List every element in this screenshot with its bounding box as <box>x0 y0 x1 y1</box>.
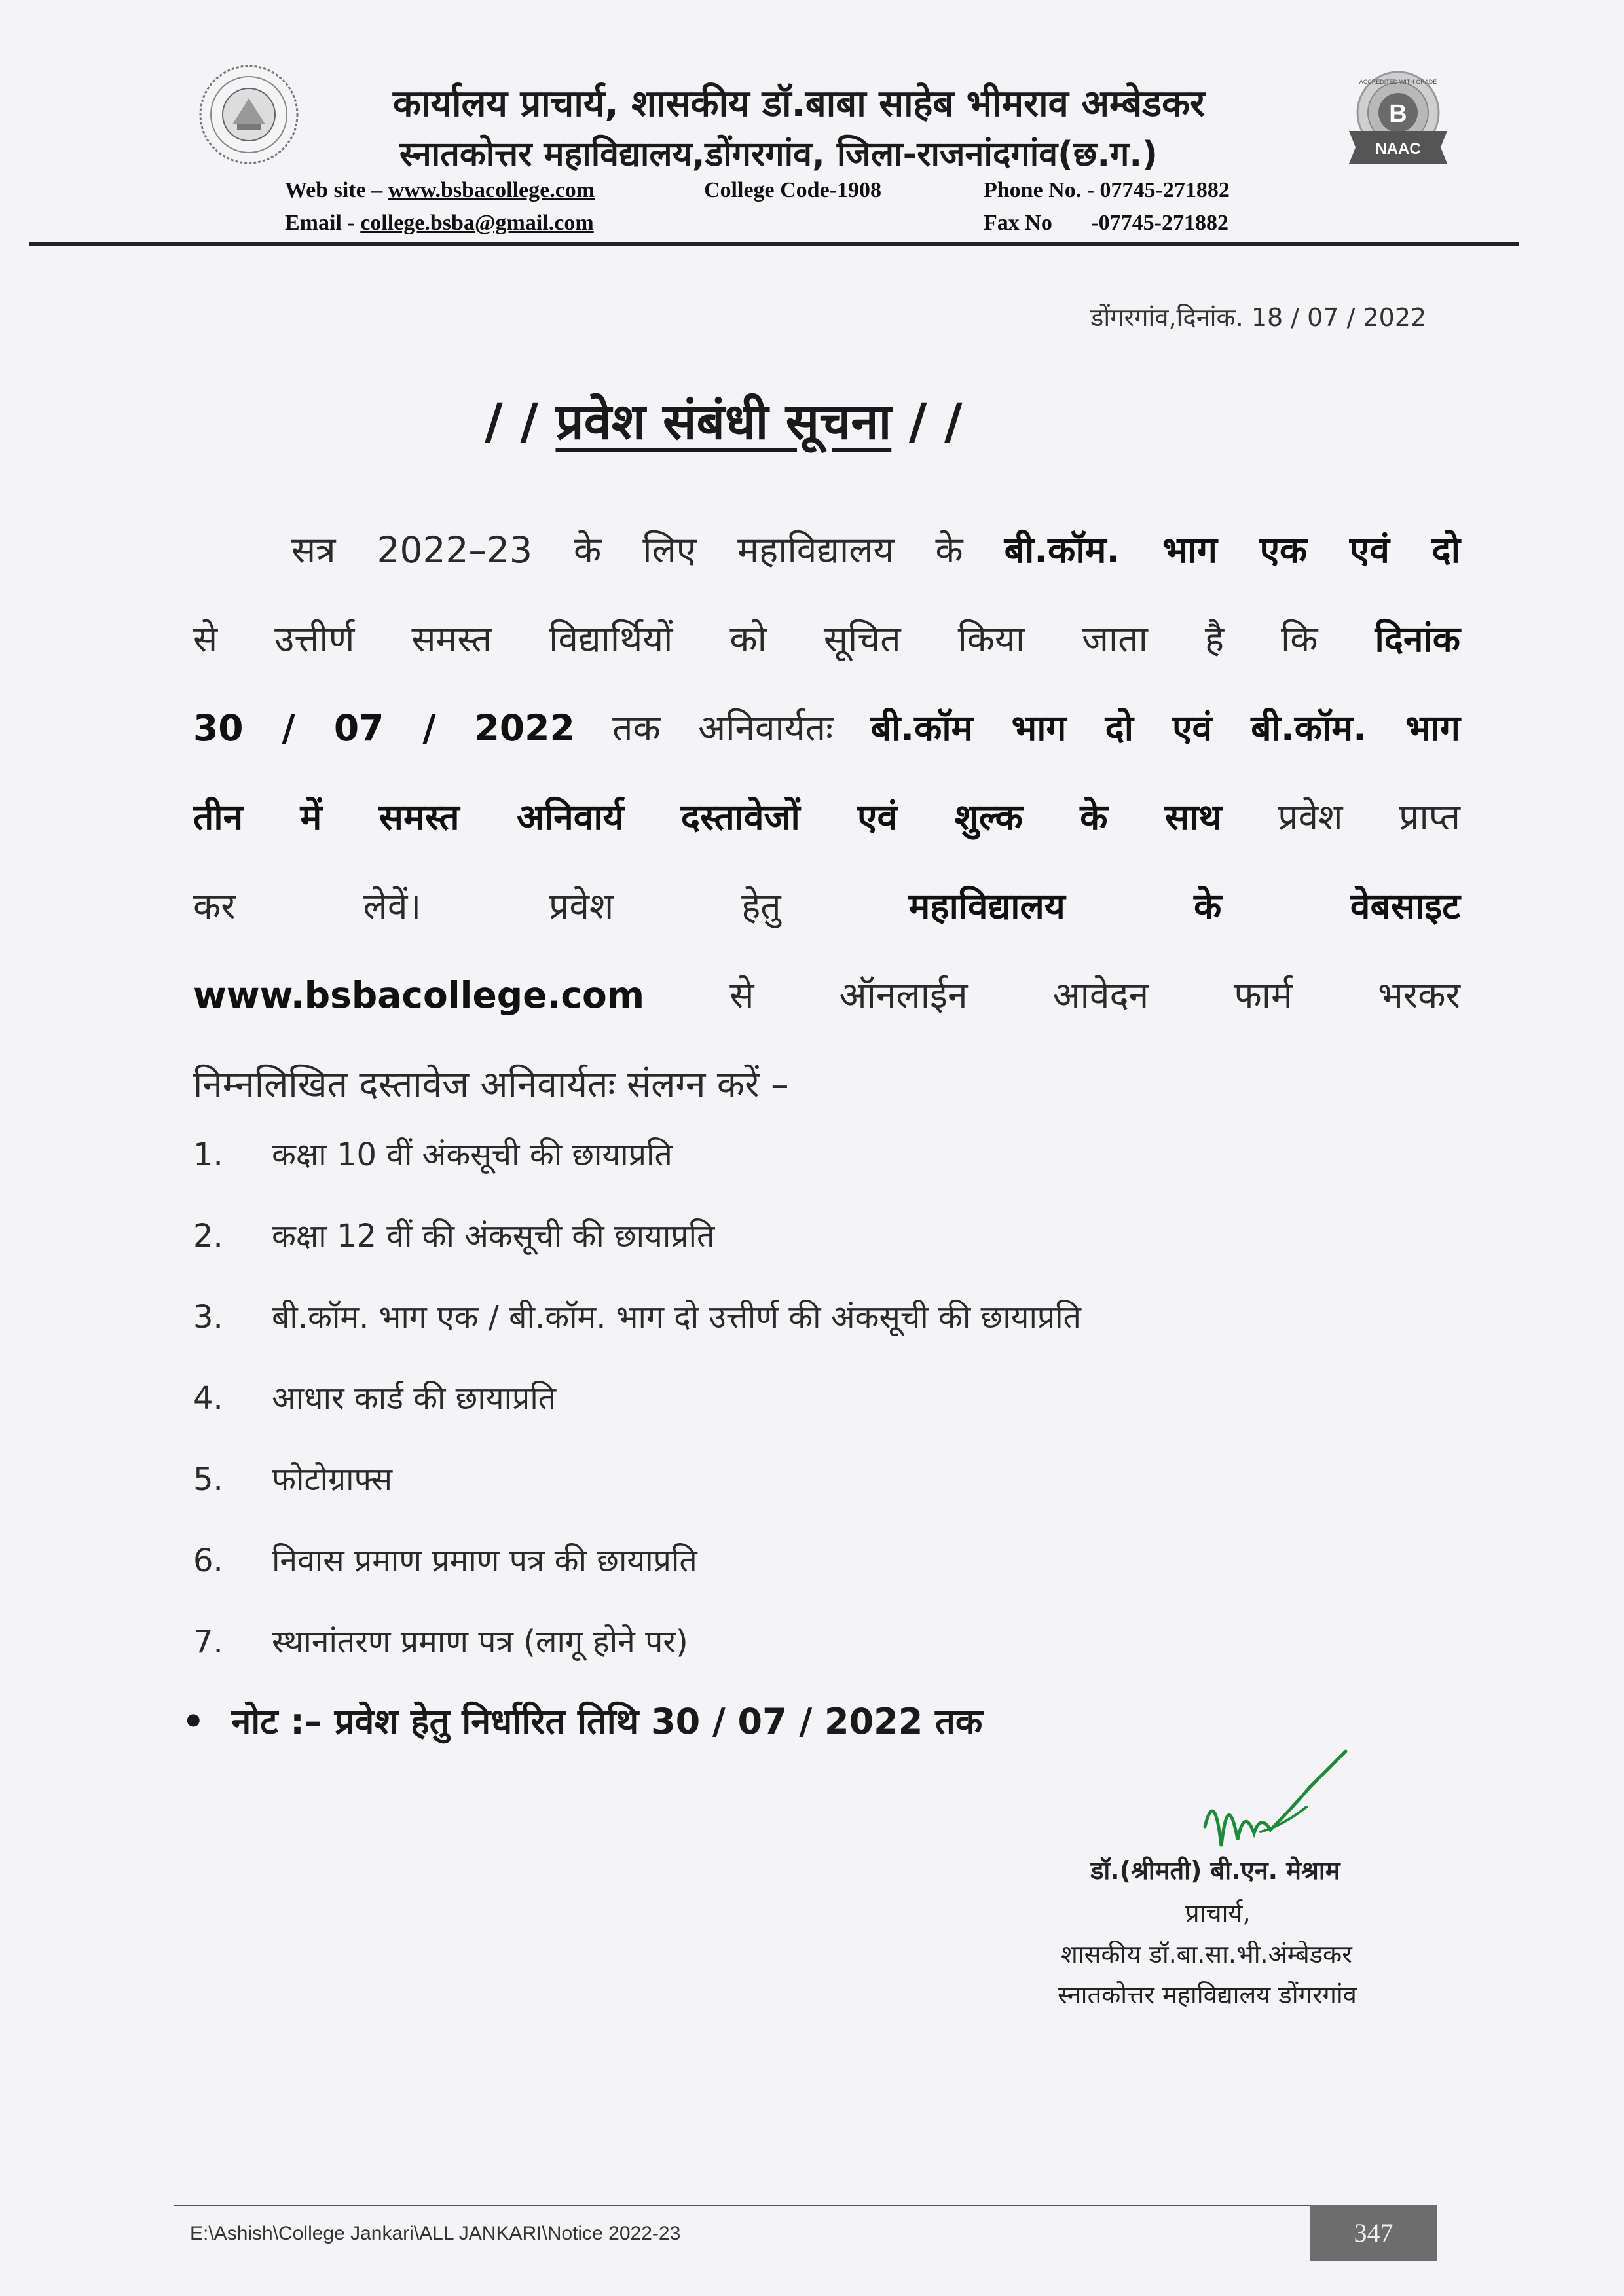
body-line-3: 30 / 07 / 2022 तक अनिवार्यतः बी.कॉम भाग दो एवं बी.कॉम. भाग <box>193 707 1460 749</box>
bullet-icon: • <box>182 1701 205 1742</box>
list-item: 2. कक्षा 12 वीं की अंकसूची की छायाप्रति <box>193 1218 715 1254</box>
body-line-7: निम्नलिखित दस्तावेज अनिवार्यतः संलग्न करें – <box>193 1063 789 1105</box>
naac-ring-text: ACCREDITED WITH GRADE <box>1359 79 1437 85</box>
letterhead-divider <box>29 242 1519 246</box>
page-number: 347 <box>1310 2205 1437 2261</box>
naac-label: NAAC <box>1375 140 1421 158</box>
heading-slashes-left: / / <box>485 392 538 450</box>
list-item: 5. फोटोग्राफ्स <box>193 1461 393 1498</box>
list-item: 7. स्थानांतरण प्रमाण पत्र (लागू होने पर) <box>193 1624 688 1660</box>
notice-heading <box>485 386 963 454</box>
list-item: 3. बी.कॉम. भाग एक / बी.कॉम. भाग दो उत्तीर्ण की अंकसूची की छायाप्रति <box>193 1299 1082 1336</box>
website-in-body[interactable]: www.bsbacollege.com <box>193 974 645 1016</box>
list-item: 4. आधार कार्ड की छायाप्रति <box>193 1380 557 1417</box>
body-line-2: से उत्तीर्ण समस्त विद्यार्थियों को सूचित किया जाता है कि दिनांक <box>193 618 1460 660</box>
email-label: Email - <box>285 211 355 235</box>
signatory-name: डॉ.(श्रीमती) बी.एन. मेश्राम <box>1090 1856 1340 1885</box>
body-line-5: कर लेवें। प्रवेश हेतु महाविद्यालय के वेबसाइट <box>193 885 1461 927</box>
website-link[interactable]: www.bsbacollege.com <box>388 178 595 202</box>
file-path: E:\Ashish\College Jankari\ALL JANKARI\Notice 2022-23 <box>190 2223 681 2244</box>
signatory-college-line2: स्नातकोत्तर महाविद्यालय डोंगरगांव <box>1058 1980 1357 2009</box>
letterhead-website <box>285 178 595 203</box>
letterhead-college-line: स्नातकोत्तर महाविद्यालय,डोंगरगांव, जिला-राजनांदगांव(छ.ग.) <box>399 135 1158 174</box>
heading-slashes-right: / / <box>908 392 963 450</box>
body-line-6: www.bsbacollege.com से ऑनलाईन आवेदन फार्म भरकर <box>193 974 1460 1016</box>
fax-number: Fax No -07745-271882 <box>984 211 1228 235</box>
letterhead-office-line: कार्यालय प्राचार्य, शासकीय डॉ.बाबा साहेब भीमराव अम्बेडकर <box>393 82 1206 125</box>
naac-grade-badge-icon <box>1336 65 1460 170</box>
body-line-4: तीन में समस्त अनिवार्य दस्तावेजों एवं शुल्क के साथ प्रवेश प्राप्त <box>193 796 1461 838</box>
list-item: 1. कक्षा 10 वीं अंकसूची की छायाप्रति <box>193 1137 673 1173</box>
deadline-note: • नोट :– प्रवेश हेतु निर्धारित तिथि 30 / 07 / 2022 तक <box>182 1701 983 1742</box>
list-item: 6. निवास प्रमाण प्रमाण पत्र की छायाप्रति <box>193 1542 697 1579</box>
body-line-1: सत्र 2022–23 के लिए महाविद्यालय के बी.कॉम. भाग एक एवं दो <box>291 529 1461 571</box>
letterhead-email <box>285 211 594 236</box>
footer-divider <box>174 2205 1434 2206</box>
signatory-college-line1: शासकीय डॉ.बा.सा.भी.अंम्बेडकर <box>1061 1940 1352 1969</box>
phone-number: Phone No. - 07745-271882 <box>984 178 1230 202</box>
college-code: College Code-1908 <box>704 178 882 202</box>
naac-grade-letter: B <box>1389 100 1407 128</box>
signatory-designation: प्राचार्य, <box>1185 1899 1251 1927</box>
heading-title: प्रवेश संबंधी सूचना <box>555 392 892 450</box>
notice-date: डोंगरगांव,दिनांक. 18 / 07 / 2022 <box>1090 303 1427 332</box>
college-emblem-logo <box>196 62 301 167</box>
website-label: Web site – <box>285 178 383 202</box>
email-link[interactable]: college.bsba@gmail.com <box>360 211 594 235</box>
